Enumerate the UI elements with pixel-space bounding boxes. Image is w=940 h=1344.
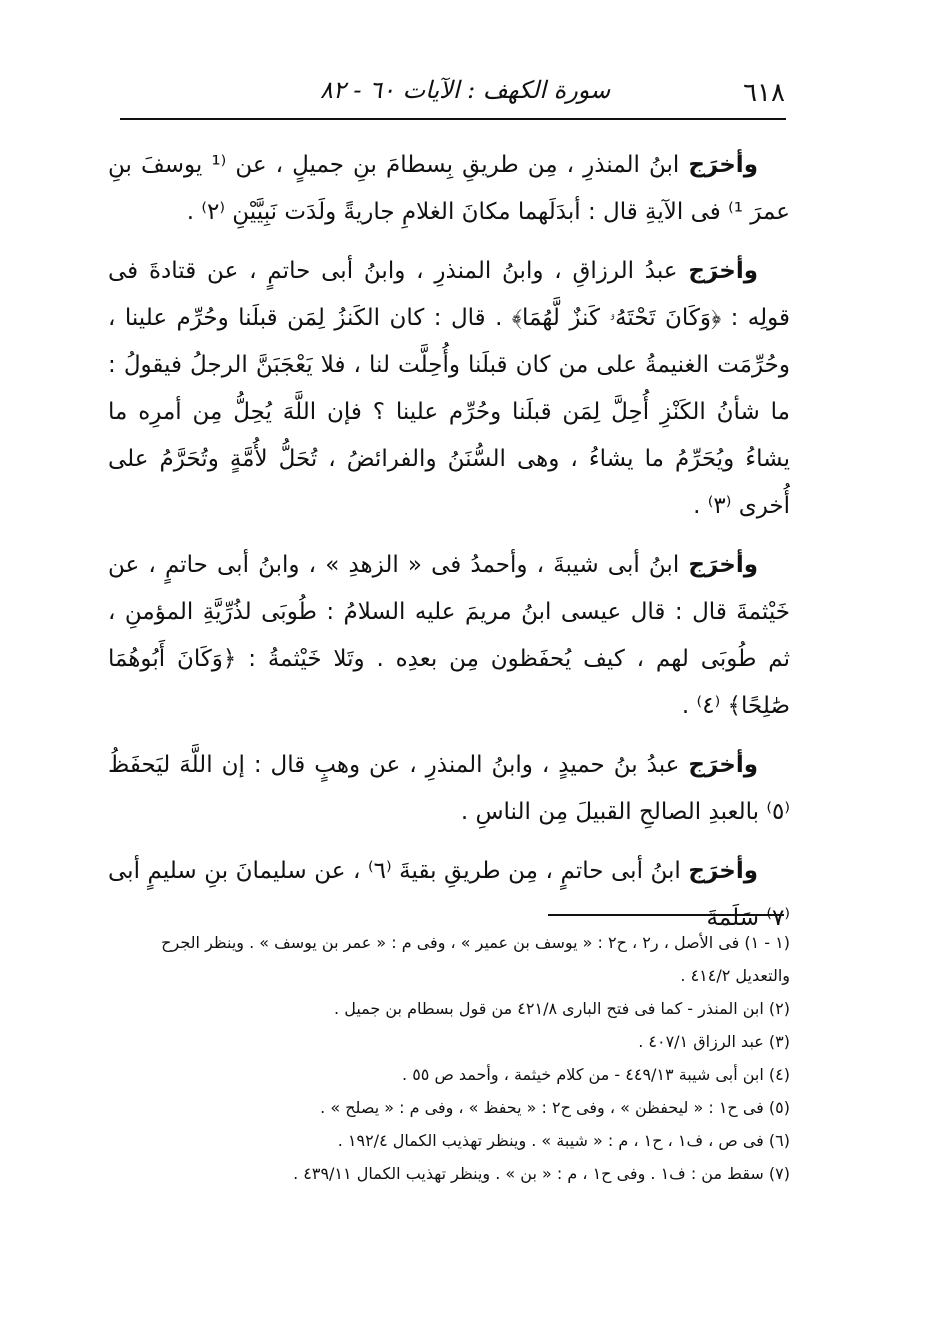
paragraph-text: عبدُ بنُ حميدٍ ، وابنُ المنذرِ ، عن وهبٍ قال : إن اللَّهَ ليَحفَظُ ⁽٥⁾ بالعبدِ الصالحِ القبيلَ مِن الناسِ .	[108, 752, 790, 825]
main-text	[108, 142, 790, 931]
paragraph-lead: وأخرَج	[688, 752, 759, 778]
paragraph-lead: وأخرَج	[688, 858, 759, 884]
running-title: سورة الكهف : الآيات ٦٠ - ٨٢	[320, 76, 611, 104]
footnote-rule	[548, 914, 784, 916]
paragraph-text: ابنُ أبى حاتمٍ ، مِن طريقِ بقيةَ ⁽٦⁾ ، عن سليمانَ بنِ سليمٍ أبى ⁽٧⁾ سَلَمةَ	[108, 858, 790, 931]
paragraph-text: ابنُ المنذرِ ، مِن طريقِ بِسطامَ بنِ جميلٍ ، عن ⁽¹ يوسفَ بنِ عمرَ ¹⁾ فى الآيةِ قال : أبدَلَهما مكانَ الغلامِ جاريةً ولَدَت نَبِيَّيْنِ ⁽٢⁾ .	[108, 152, 790, 225]
footnote: (٣) عبد الرزاق ٤٠٧/١ .	[638, 1032, 790, 1051]
paragraph	[108, 248, 790, 530]
footnote: (١ - ١) فى الأصل ، ر٢ ، ح٢ : « يوسف بن عمير » ، وفى م : « عمر بن يوسف » . وينظر الجرح والتعديل ٤١٤/٢ .	[161, 933, 790, 985]
paragraph	[108, 742, 790, 836]
footnote: (٢) ابن المنذر - كما فى فتح البارى ٤٢١/٨ من قول بسطام بن جميل .	[334, 999, 790, 1018]
footnote: (٤) ابن أبى شيبة ٤٤٩/١٣ - من كلام خيثمة ، وأحمد ص ٥٥ .	[402, 1065, 790, 1084]
paragraph	[108, 142, 790, 236]
page-number: ٦١٨	[743, 78, 785, 108]
header-rule	[120, 118, 786, 120]
paragraph-lead: وأخرَج	[688, 258, 758, 284]
paragraph	[108, 542, 790, 730]
page-header	[120, 70, 785, 110]
paragraph-text: ابنُ أبى شيبةَ ، وأحمدُ فى « الزهدِ » ، وابنُ أبى حاتمٍ ، عن خَيْثمةَ قال : قال عيسى ابنُ مريمَ عليه السلامُ : طُوبَى لذُرِّيَّةِ المؤمنِ ، ثم طُوبَى لهم ، كيف يُحفَظون مِن بعدِه . وتَلا خَيْثمةُ : ﴿وَكَانَ أَبُوهُمَا صَٰلِحًا﴾ ⁽٤⁾ .	[108, 552, 790, 719]
footnote: (٦) فى ص ، ف١ ، ح١ ، م : « شيبة » . وينظر تهذيب الكمال ١٩٢/٤ .	[337, 1131, 790, 1150]
footnote: (٧) سقط من : ف١ . وفى ح١ ، م : « بن » . وينظر تهذيب الكمال ٤٣٩/١١ .	[293, 1164, 790, 1183]
footnotes	[108, 926, 790, 1226]
footnote: (٥) فى ح١ : « ليحفظن » ، وفى ح٢ : « يحفظ » ، وفى م : « يصلح » .	[320, 1098, 790, 1117]
paragraph-lead: وأخرَج	[688, 152, 758, 178]
paragraph-text: عبدُ الرزاقِ ، وابنُ المنذرِ ، وابنُ أبى حاتمٍ ، عن قتادةَ فى قولِه : ﴿وَكَانَ تَحْتَهُۥ كَنزٌ لَّهُمَا﴾ . قال : كان الكَنزُ لِمَن قبلَنا وحُرِّم علينا ، وحُرِّمَت الغنيمةُ على من كان قبلَنا وأُحِلَّت لنا ، فلا يَعْجَبَنَّ الرجلُ فيقولُ : ما شأنُ الكَنْزِ أُحِلَّ لِمَن قبلَنا وحُرِّم علينا ؟ فإن اللَّهَ يُحِلُّ مِن أمرِه ما يشاءُ ويُحَرِّمُ ما يشاءُ ، وهى السُّنَنُ والفرائضُ ، تُحَلُّ لأُمَّةٍ وتُحَرَّمُ على أُخرى ⁽٣⁾ .	[108, 258, 790, 519]
paragraph-lead: وأخرَج	[688, 552, 759, 578]
